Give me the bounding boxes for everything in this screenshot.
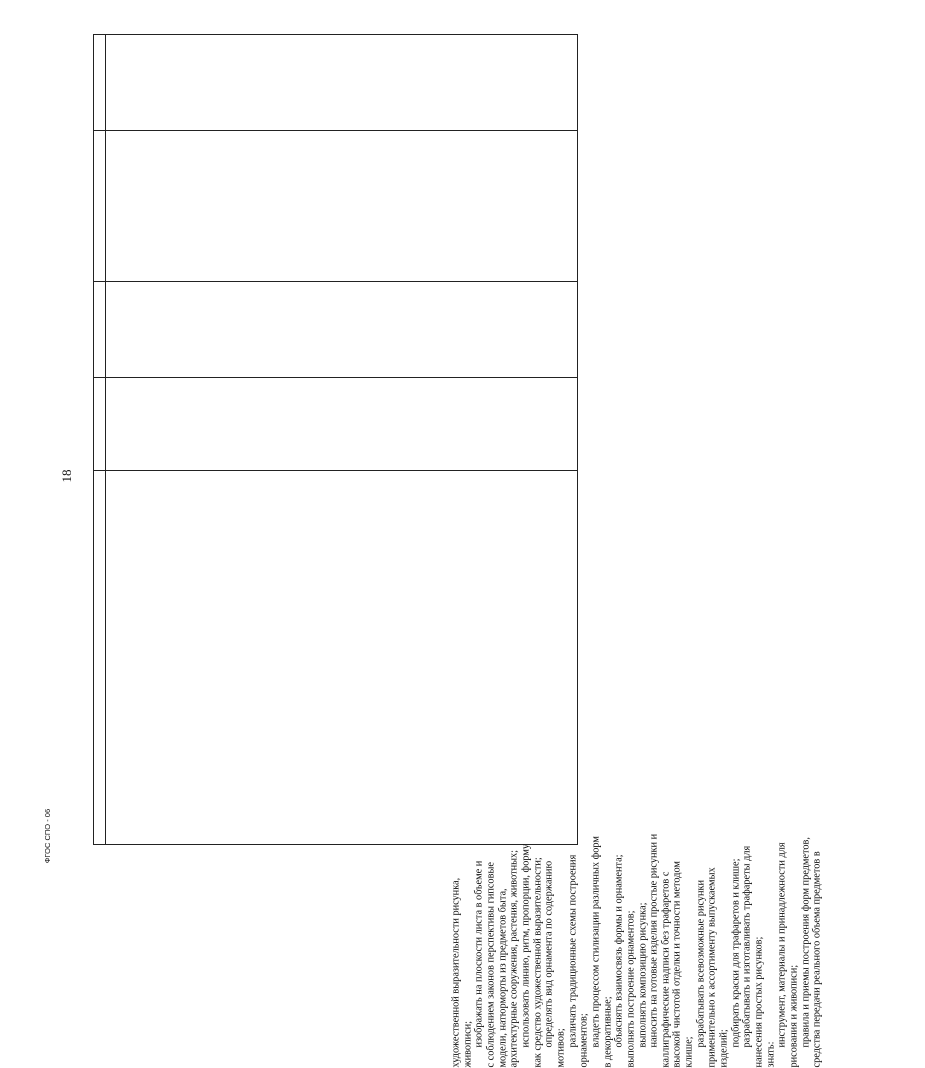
- text-line: инструмент, материалы и принадлежности для: [776, 842, 788, 1048]
- text-line: выполнять построение орнаментов;: [625, 910, 637, 1068]
- text-line: рисования и живописи;: [788, 964, 800, 1068]
- text-line: нанесения простых рисунков;: [753, 936, 765, 1068]
- text-line: разрабатывать всевозможные рисунки: [695, 879, 707, 1048]
- document-footer-code: ФГОС СПО - 06: [43, 808, 52, 864]
- text-line: определять вид орнамента по содержанию: [543, 860, 555, 1048]
- text-line: разрабатывать и изготавливать трафареты для: [741, 845, 753, 1048]
- text-line: объяснять взаимосвязь формы и орнамента;: [613, 854, 625, 1048]
- text-line: правила и приемы построения форм предметов,: [800, 837, 812, 1048]
- text-line: орнаментов;: [578, 1013, 590, 1068]
- text-line: владеть процессом стилизации различных форм: [590, 836, 602, 1048]
- text-line: средства передачи реального объема предметов в: [811, 851, 823, 1068]
- text-line: использовать линию, ритм, пропорции, форму: [520, 844, 532, 1048]
- text-line: в декоративные;: [602, 996, 614, 1068]
- text-line: наносить на готовые изделия простые рисунки и: [648, 833, 660, 1048]
- text-line: подбирать краски для трафаретов и клише;: [730, 858, 742, 1048]
- table-column-divider: [105, 35, 106, 844]
- text-line: с соблюдением законов перспективы гипсовые: [485, 862, 497, 1068]
- text-line: различать традиционные схемы построения: [567, 854, 579, 1048]
- text-line: изделий;: [718, 1029, 730, 1068]
- text-line: мотивов;: [555, 1028, 567, 1068]
- text-line: архитектурные сооружения, растения, животных;: [508, 849, 520, 1068]
- text-line: клише;: [683, 1036, 695, 1068]
- text-line: знать:: [765, 1041, 777, 1068]
- text-line: изображать на плоскости листа в объеме и: [473, 860, 485, 1048]
- text-line: применительно к ассортименту выпускаемых: [706, 867, 718, 1068]
- text-line: художественной выразительности рисунка,: [450, 877, 462, 1068]
- text-line: модели, натюрморты из предметов быта,: [497, 888, 509, 1068]
- text-line: как средство художественной выразительности;: [532, 857, 544, 1068]
- page-number: 18: [59, 469, 74, 483]
- text-line: живописи;: [462, 1020, 474, 1068]
- text-line: выполнять композицию рисунка;: [637, 902, 648, 1048]
- table-row-divider: [94, 130, 577, 131]
- table-row-divider: [94, 281, 577, 282]
- text-line: высокой чистотой отделки и точности методом: [671, 861, 683, 1068]
- text-line: каллиграфические надписи без трафаретов с: [660, 871, 672, 1068]
- skills-text-cell: [450, 338, 925, 1068]
